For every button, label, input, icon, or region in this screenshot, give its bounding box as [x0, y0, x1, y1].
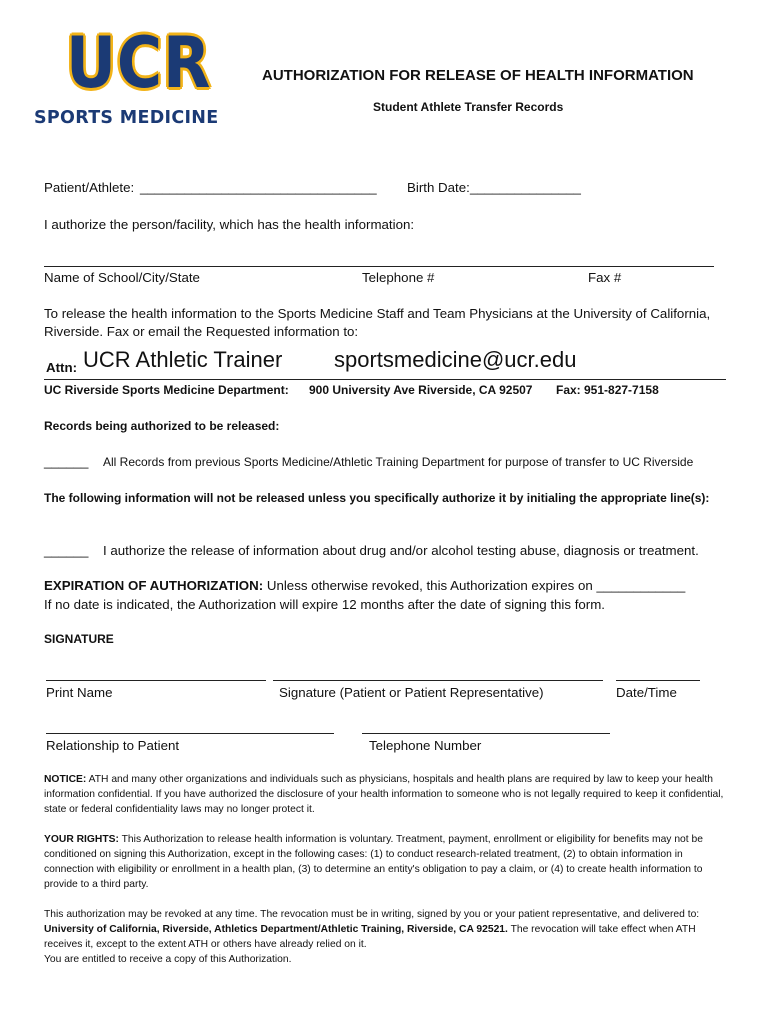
- birth-date-label: Birth Date:: [407, 180, 470, 195]
- attn-name: UCR Athletic Trainer: [83, 347, 283, 372]
- revocation-address: University of California, Riverside, Athletics Department/Athletic Training, Riverside, CA 92521.: [44, 924, 508, 935]
- print-name-line[interactable]: [46, 680, 266, 681]
- telephone-label: Telephone #: [362, 270, 435, 285]
- school-city-state-label: Name of School/City/State: [44, 270, 200, 285]
- department-name: UC Riverside Sports Medicine Department:: [44, 383, 289, 397]
- attn-underline: [44, 379, 726, 380]
- expiration-label: EXPIRATION OF AUTHORIZATION:: [44, 578, 264, 593]
- facility-info-line[interactable]: [44, 266, 714, 267]
- document-title: AUTHORIZATION FOR RELEASE OF HEALTH INFORMATION: [262, 67, 694, 84]
- expiration-line: [44, 578, 685, 593]
- revocation-text: This authorization may be revoked at any time. The revocation must be in writing, signed by you or your patient representative, and delivered to:: [44, 909, 700, 920]
- expiration-note: If no date is indicated, the Authorization will expire 12 months after the date of signing this form.: [44, 597, 606, 612]
- birth-date-field[interactable]: _______________: [470, 180, 581, 195]
- telephone-number-line[interactable]: [362, 733, 610, 734]
- revocation-paragraph: [44, 907, 724, 952]
- expiration-date-field[interactable]: ____________: [596, 578, 686, 593]
- special-authorization-heading: The following information will not be released unless you specifically authorize it by initialing the appropriate line(s):: [44, 491, 710, 505]
- ucr-logo: UCR: [66, 22, 212, 104]
- date-time-line[interactable]: [616, 680, 700, 681]
- records-heading: Records being authorized to be released:: [44, 419, 280, 433]
- release-text: To release the health information to the Sports Medicine Staff and Team Physicians at the University of California, Riverside. Fax or email the Requested information to:: [44, 306, 711, 339]
- copy-entitlement: You are entitled to receive a copy of this Authorization.: [44, 954, 292, 965]
- sports-medicine-logo-text: SPORTS MEDICINE: [34, 108, 219, 128]
- attn-email[interactable]: sportsmedicine@ucr.edu: [334, 347, 577, 372]
- document-subtitle: Student Athlete Transfer Records: [373, 100, 564, 114]
- signature-heading: SIGNATURE: [44, 632, 114, 646]
- drug-authorization-text: I authorize the release of information about drug and/or alcohol testing abuse, diagnosis or treatment.: [103, 543, 699, 558]
- notice-label: NOTICE:: [44, 774, 87, 785]
- department-address: 900 University Ave Riverside, CA 92507: [309, 383, 533, 397]
- notice-text: ATH and many other organizations and individuals such as physicians, hospitals and health plans are required by law to keep your health information confidential. If you have authorized the disclosure of your health information to someone who is not legally required to keep it confidential, state or federal confidentiality laws may no longer protect it.: [44, 774, 724, 815]
- telephone-number-label: Telephone Number: [369, 738, 482, 753]
- relationship-line[interactable]: [46, 733, 334, 734]
- department-fax: Fax: 951-827-7158: [556, 383, 659, 397]
- authorize-intro: I authorize the person/facility, which has the health information:: [44, 217, 415, 232]
- fax-label: Fax #: [588, 270, 622, 285]
- rights-text: This Authorization to release health information is voluntary. Treatment, payment, enrollment or eligibility for benefits may not be conditioned on signing this Authorization, except in the following cases: (1) to conduct research-related treatment, (2) to obtain information in connection with eligibility or enrollment in a health plan, (3) to determine an entity's obligation to pay a claim, or (4) to create health information to provide to a third party.: [44, 834, 703, 890]
- date-time-label: Date/Time: [616, 685, 677, 700]
- rights-label: YOUR RIGHTS:: [44, 834, 119, 845]
- notice-paragraph: [44, 772, 724, 817]
- drug-initial-field[interactable]: ______: [44, 543, 89, 558]
- all-records-initial-field[interactable]: ______: [44, 454, 89, 469]
- print-name-label: Print Name: [46, 685, 113, 700]
- expiration-text: Unless otherwise revoked, this Authorization expires on: [266, 578, 593, 593]
- relationship-label: Relationship to Patient: [46, 738, 180, 753]
- all-records-text: All Records from previous Sports Medicine/Athletic Training Department for purpose of transfer to UC Riverside: [103, 455, 694, 469]
- attn-label: Attn:: [46, 360, 78, 375]
- signature-label: Signature (Patient or Patient Representative): [279, 685, 544, 700]
- patient-athlete-field[interactable]: ________________________________: [140, 180, 377, 195]
- rights-paragraph: [44, 832, 724, 892]
- patient-athlete-label: Patient/Athlete:: [44, 180, 135, 195]
- revocation-effect-text: The revocation will take effect when ATH receives it, except to the extent ATH or others have already relied on it.: [44, 924, 696, 950]
- signature-line[interactable]: [273, 680, 603, 681]
